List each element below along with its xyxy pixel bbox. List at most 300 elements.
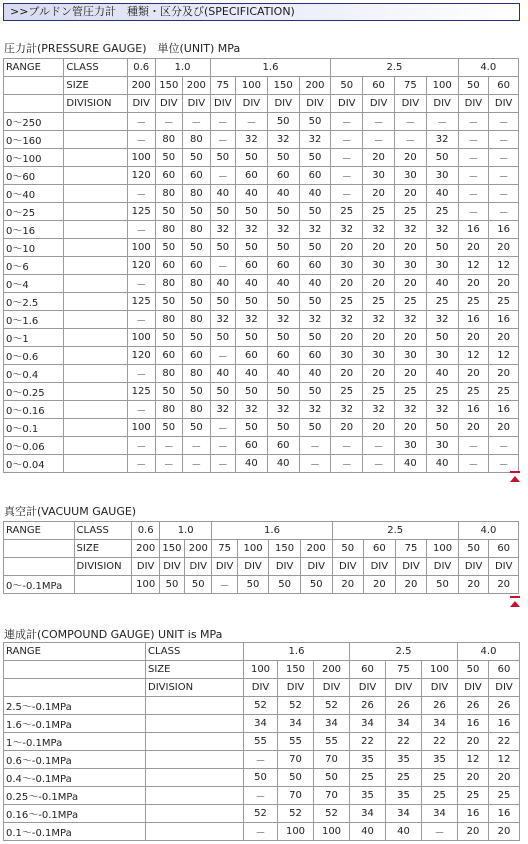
value-cell: 25 — [458, 383, 489, 401]
value-cell: 40 — [267, 365, 299, 383]
value-cell: 50 — [185, 576, 212, 594]
value-cell: 60 — [299, 347, 331, 365]
value-cell: 26 — [350, 697, 386, 715]
value-cell: 52 — [244, 805, 278, 823]
division-value: DIV — [267, 95, 299, 113]
value-cell: 40 — [299, 275, 331, 293]
value-cell: － — [426, 113, 458, 131]
value-cell: 50 — [236, 293, 268, 311]
division-header: DIVISION — [74, 558, 132, 576]
value-cell: 60 — [299, 257, 331, 275]
size-value: 60 — [364, 540, 396, 558]
class-value: 4.0 — [458, 59, 518, 77]
size-value: 75 — [395, 540, 427, 558]
value-cell: 50 — [155, 149, 183, 167]
value-cell: 120 — [127, 167, 155, 185]
value-cell: 12 — [458, 257, 489, 275]
value-cell: － — [299, 437, 331, 455]
value-cell: 50 — [236, 383, 268, 401]
value-cell: 32 — [394, 401, 426, 419]
value-cell: － — [127, 221, 155, 239]
empty-cell — [64, 365, 128, 383]
value-cell: 25 — [331, 203, 363, 221]
value-cell: 50 — [183, 293, 211, 311]
division-value: DIV — [237, 558, 269, 576]
value-cell: 50 — [210, 203, 235, 221]
value-cell: 32 — [426, 131, 458, 149]
size-value: 200 — [185, 540, 212, 558]
range-cell: 2.5～-0.1MPa — [4, 697, 146, 715]
class-value: 2.5 — [350, 643, 458, 661]
size-value: 75 — [394, 77, 426, 95]
size-value: 50 — [458, 77, 489, 95]
value-cell: 25 — [331, 383, 363, 401]
value-cell: 25 — [394, 383, 426, 401]
size-value: 150 — [159, 540, 184, 558]
value-cell: 20 — [331, 419, 363, 437]
size-value: 60 — [489, 661, 520, 679]
value-cell: 22 — [422, 733, 458, 751]
value-cell: － — [394, 113, 426, 131]
pressure-gauge-table — [3, 58, 519, 473]
value-cell: 34 — [350, 715, 386, 733]
value-cell: 80 — [155, 365, 183, 383]
division-header: DIVISION — [146, 679, 244, 697]
value-cell: 20 — [489, 769, 520, 787]
value-cell: 12 — [489, 347, 519, 365]
value-cell: － — [489, 113, 519, 131]
division-value: DIV — [269, 558, 301, 576]
division-row — [4, 679, 520, 697]
size-value: 200 — [127, 77, 155, 95]
empty-cell — [64, 419, 128, 437]
value-cell: － — [331, 167, 363, 185]
value-cell: 32 — [210, 311, 235, 329]
compound-gauge-table — [3, 642, 520, 841]
value-cell: 34 — [386, 805, 422, 823]
value-cell: 52 — [278, 805, 314, 823]
value-cell: 60 — [155, 347, 183, 365]
division-value: DIV — [422, 679, 458, 697]
size-value: 50 — [332, 540, 364, 558]
division-value: DIV — [244, 679, 278, 697]
value-cell: 80 — [183, 185, 211, 203]
table-row — [4, 167, 519, 185]
size-value: 100 — [426, 77, 458, 95]
value-cell: 25 — [363, 203, 395, 221]
empty-cell — [64, 149, 128, 167]
division-value: DIV — [364, 558, 396, 576]
size-value: 60 — [363, 77, 395, 95]
size-value: 150 — [278, 661, 314, 679]
value-cell: 20 — [394, 239, 426, 257]
value-cell: 80 — [155, 401, 183, 419]
size-row — [4, 540, 519, 558]
division-value: DIV — [427, 558, 459, 576]
value-cell: 125 — [127, 383, 155, 401]
value-cell: 32 — [299, 401, 331, 419]
value-cell: － — [212, 576, 237, 594]
value-cell: 32 — [426, 221, 458, 239]
value-cell: － — [210, 131, 235, 149]
value-cell: 40 — [236, 365, 268, 383]
value-cell: － — [244, 823, 278, 841]
value-cell: 40 — [267, 455, 299, 473]
value-cell: － — [489, 185, 519, 203]
value-cell: 50 — [427, 576, 459, 594]
size-header: SIZE — [74, 540, 132, 558]
value-cell: － — [127, 365, 155, 383]
value-cell: 50 — [155, 383, 183, 401]
value-cell: 16 — [458, 715, 489, 733]
value-cell: 40 — [210, 275, 235, 293]
page-header — [3, 3, 520, 21]
table-row — [4, 257, 519, 275]
value-cell: 50 — [269, 576, 301, 594]
division-value: DIV — [350, 679, 386, 697]
size-value: 100 — [422, 661, 458, 679]
value-cell: 16 — [458, 805, 489, 823]
value-cell: － — [183, 113, 211, 131]
value-cell: 50 — [299, 239, 331, 257]
value-cell: 12 — [458, 347, 489, 365]
range-header: RANGE — [4, 643, 146, 661]
value-cell: 80 — [183, 311, 211, 329]
division-value: DIV — [386, 679, 422, 697]
value-cell: 32 — [363, 221, 395, 239]
table-row — [4, 419, 519, 437]
value-cell: － — [127, 131, 155, 149]
value-cell: 60 — [267, 347, 299, 365]
range-cell: 0～0.06 — [4, 437, 64, 455]
value-cell: 16 — [489, 401, 519, 419]
value-cell: 25 — [458, 787, 489, 805]
value-cell: 16 — [458, 401, 489, 419]
value-cell: 50 — [159, 576, 184, 594]
value-cell: 80 — [155, 275, 183, 293]
empty-cell — [64, 293, 128, 311]
value-cell: 50 — [236, 239, 268, 257]
value-cell: 50 — [183, 419, 211, 437]
size-value: 100 — [244, 661, 278, 679]
value-cell: － — [489, 131, 519, 149]
value-cell: 50 — [426, 239, 458, 257]
value-cell: 30 — [394, 167, 426, 185]
value-cell: 20 — [394, 275, 426, 293]
division-value: DIV — [183, 95, 211, 113]
empty-cell — [64, 347, 128, 365]
value-cell: 20 — [363, 239, 395, 257]
size-value: 50 — [331, 77, 363, 95]
value-cell: 50 — [300, 576, 332, 594]
value-cell: 32 — [267, 221, 299, 239]
value-cell: 50 — [299, 149, 331, 167]
value-cell: 20 — [489, 365, 519, 383]
division-value: DIV — [332, 558, 364, 576]
division-value: DIV — [458, 95, 489, 113]
value-cell: 20 — [458, 419, 489, 437]
class-value: 4.0 — [458, 522, 518, 540]
division-value: DIV — [458, 679, 489, 697]
size-value: 75 — [386, 661, 422, 679]
value-cell: － — [458, 203, 489, 221]
value-cell: 60 — [183, 167, 211, 185]
value-cell: 80 — [155, 131, 183, 149]
value-cell: 30 — [331, 347, 363, 365]
table-row — [4, 365, 519, 383]
value-cell: 50 — [244, 769, 278, 787]
value-cell: － — [155, 113, 183, 131]
size-value: 100 — [236, 77, 268, 95]
value-cell: 60 — [236, 437, 268, 455]
range-cell: 0～160 — [4, 131, 64, 149]
value-cell: 60 — [267, 437, 299, 455]
value-cell: 125 — [127, 203, 155, 221]
range-cell: 0～60 — [4, 167, 64, 185]
value-cell: 50 — [155, 419, 183, 437]
table-row — [4, 293, 519, 311]
value-cell: － — [210, 167, 235, 185]
division-value: DIV — [489, 558, 519, 576]
value-cell: 32 — [236, 221, 268, 239]
value-cell: 80 — [155, 185, 183, 203]
table-row — [4, 805, 520, 823]
empty-cell — [146, 733, 244, 751]
class-header: CLASS — [64, 59, 128, 77]
value-cell: 40 — [236, 455, 268, 473]
value-cell: 20 — [394, 365, 426, 383]
value-cell: － — [210, 113, 235, 131]
range-cell: 0～16 — [4, 221, 64, 239]
value-cell: 50 — [210, 149, 235, 167]
value-cell: 32 — [267, 131, 299, 149]
size-value: 200 — [314, 661, 350, 679]
table-row — [4, 787, 520, 805]
division-value: DIV — [300, 558, 332, 576]
value-cell: － — [458, 131, 489, 149]
class-value: 2.5 — [332, 522, 458, 540]
value-cell: 16 — [489, 221, 519, 239]
value-cell: 50 — [183, 149, 211, 167]
value-cell: 25 — [350, 769, 386, 787]
value-cell: 50 — [183, 329, 211, 347]
value-cell: 26 — [458, 697, 489, 715]
value-cell: 32 — [426, 401, 458, 419]
empty-cell — [64, 257, 128, 275]
division-value: DIV — [210, 95, 235, 113]
value-cell: 20 — [489, 576, 519, 594]
empty-cell — [64, 383, 128, 401]
value-cell: 32 — [394, 221, 426, 239]
value-cell: 80 — [183, 365, 211, 383]
range-cell: 0～1.6 — [4, 311, 64, 329]
value-cell: 40 — [267, 275, 299, 293]
value-cell: 52 — [244, 697, 278, 715]
class-value: 0.6 — [132, 522, 159, 540]
table-row — [4, 733, 520, 751]
range-cell: 1～-0.1MPa — [4, 733, 146, 751]
value-cell: 52 — [314, 697, 350, 715]
value-cell: 32 — [210, 221, 235, 239]
size-value: 60 — [350, 661, 386, 679]
value-cell: 20 — [394, 185, 426, 203]
size-value: 60 — [489, 77, 519, 95]
division-value: DIV — [299, 95, 331, 113]
value-cell: 30 — [426, 167, 458, 185]
range-cell: 0～250 — [4, 113, 64, 131]
value-cell: 16 — [489, 715, 520, 733]
value-cell: 50 — [267, 329, 299, 347]
empty-cell — [146, 751, 244, 769]
value-cell: 60 — [236, 167, 268, 185]
value-cell: 50 — [236, 329, 268, 347]
range-cell: 0～40 — [4, 185, 64, 203]
value-cell: 32 — [267, 311, 299, 329]
division-value: DIV — [394, 95, 426, 113]
value-cell: 50 — [236, 419, 268, 437]
table-row — [4, 113, 519, 131]
range-cell: 0.1～-0.1MPa — [4, 823, 146, 841]
value-cell: － — [299, 455, 331, 473]
value-cell: 32 — [210, 401, 235, 419]
class-value: 1.6 — [210, 59, 331, 77]
value-cell: － — [422, 823, 458, 841]
value-cell: 20 — [394, 419, 426, 437]
empty-cell — [146, 823, 244, 841]
value-cell: － — [331, 149, 363, 167]
value-cell: － — [458, 113, 489, 131]
table-row — [4, 275, 519, 293]
value-cell: 34 — [386, 715, 422, 733]
value-cell: － — [489, 455, 519, 473]
value-cell: 30 — [394, 437, 426, 455]
value-cell: 20 — [489, 275, 519, 293]
division-value: DIV — [363, 95, 395, 113]
value-cell: － — [127, 275, 155, 293]
value-cell: 50 — [299, 383, 331, 401]
value-cell: 50 — [237, 576, 269, 594]
value-cell: 50 — [155, 329, 183, 347]
value-cell: 20 — [331, 239, 363, 257]
value-cell: 25 — [394, 203, 426, 221]
empty-cell — [64, 203, 128, 221]
value-cell: － — [127, 437, 155, 455]
size-value: 200 — [299, 77, 331, 95]
range-cell: 0～4 — [4, 275, 64, 293]
value-cell: 32 — [236, 311, 268, 329]
value-cell: 25 — [489, 787, 520, 805]
value-cell: 20 — [458, 733, 489, 751]
value-cell: 30 — [363, 167, 395, 185]
value-cell: 32 — [299, 311, 331, 329]
value-cell: 100 — [127, 419, 155, 437]
value-cell: － — [331, 437, 363, 455]
table-row — [4, 697, 520, 715]
division-value: DIV — [458, 558, 489, 576]
value-cell: 40 — [210, 365, 235, 383]
value-cell: － — [363, 113, 395, 131]
range-cell: 0～6 — [4, 257, 64, 275]
value-cell: － — [458, 149, 489, 167]
size-value: 100 — [427, 540, 459, 558]
division-value: DIV — [314, 679, 350, 697]
empty-cell — [74, 576, 132, 594]
value-cell: 26 — [386, 697, 422, 715]
range-cell: 0.6～-0.1MPa — [4, 751, 146, 769]
value-cell: 34 — [278, 715, 314, 733]
table-row — [4, 221, 519, 239]
size-value: 200 — [300, 540, 332, 558]
value-cell: 50 — [314, 769, 350, 787]
value-cell: 50 — [210, 239, 235, 257]
division-value: DIV — [127, 95, 155, 113]
value-cell: 20 — [363, 419, 395, 437]
value-cell: 50 — [267, 149, 299, 167]
table-row — [4, 823, 520, 841]
value-cell: 22 — [350, 733, 386, 751]
value-cell: 25 — [426, 203, 458, 221]
range-cell: 0～-0.1MPa — [4, 576, 75, 594]
table-row — [4, 751, 520, 769]
value-cell: 50 — [278, 769, 314, 787]
page-top-arrow-icon[interactable] — [510, 601, 520, 607]
value-cell: － — [236, 113, 268, 131]
value-cell: － — [127, 311, 155, 329]
value-cell: 55 — [278, 733, 314, 751]
value-cell: 35 — [422, 751, 458, 769]
value-cell: 40 — [426, 185, 458, 203]
range-cell: 0.16～-0.1MPa — [4, 805, 146, 823]
value-cell: 25 — [489, 383, 519, 401]
empty-cell — [64, 275, 128, 293]
value-cell: 50 — [183, 383, 211, 401]
value-cell: 50 — [183, 239, 211, 257]
class-header: CLASS — [146, 643, 244, 661]
value-cell: 60 — [183, 347, 211, 365]
value-cell: 50 — [299, 293, 331, 311]
value-cell: 40 — [426, 275, 458, 293]
class-value: 1.0 — [155, 59, 210, 77]
value-cell: － — [127, 113, 155, 131]
value-cell: 30 — [426, 437, 458, 455]
value-cell: 50 — [183, 203, 211, 221]
value-cell: 100 — [127, 329, 155, 347]
value-cell: 16 — [489, 805, 520, 823]
page-top-arrow-icon[interactable] — [510, 476, 520, 482]
range-cell: 0～0.6 — [4, 347, 64, 365]
size-value: 60 — [489, 540, 519, 558]
division-value: DIV — [159, 558, 184, 576]
class-value: 1.0 — [159, 522, 212, 540]
empty-cell — [64, 401, 128, 419]
value-cell: 25 — [426, 293, 458, 311]
value-cell: 16 — [458, 311, 489, 329]
value-cell: 80 — [183, 401, 211, 419]
value-cell: 20 — [331, 365, 363, 383]
value-cell: 22 — [386, 733, 422, 751]
value-cell: 32 — [299, 221, 331, 239]
value-cell: 20 — [458, 329, 489, 347]
value-cell: 50 — [299, 203, 331, 221]
value-cell: 20 — [489, 239, 519, 257]
value-cell: － — [394, 131, 426, 149]
table-row — [4, 185, 519, 203]
page-top-bar — [510, 596, 520, 598]
value-cell: 20 — [363, 149, 395, 167]
range-cell: 0～25 — [4, 203, 64, 221]
value-cell: 32 — [363, 311, 395, 329]
value-cell: 20 — [394, 149, 426, 167]
